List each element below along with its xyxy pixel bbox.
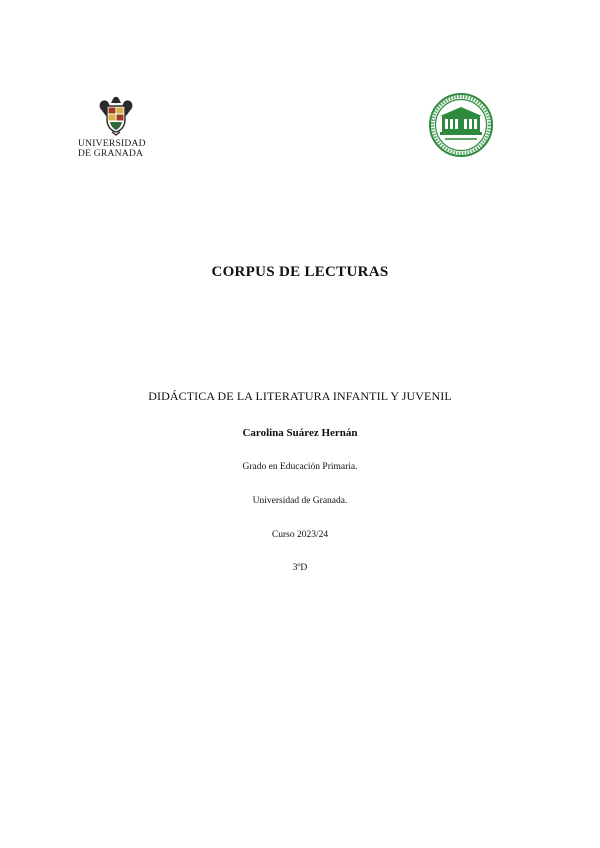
university-logo-text bbox=[78, 139, 154, 159]
document-degree: Grado en Educación Primaria. bbox=[242, 462, 358, 472]
university-logo-line2: DE GRANADA bbox=[78, 148, 144, 159]
university-crest-icon bbox=[96, 94, 136, 136]
faculty-seal-icon bbox=[427, 92, 495, 158]
document-course: Curso 2023/24 bbox=[271, 530, 329, 540]
university-logo bbox=[78, 92, 154, 162]
document-author: Carolina Suárez Hernán bbox=[242, 427, 358, 439]
university-logo-line1: UNIVERSIDAD bbox=[78, 138, 146, 149]
document-title: CORPUS DE LECTURAS bbox=[211, 264, 389, 280]
document-university: Universidad de Granada. bbox=[252, 496, 348, 506]
document-subject: DIDÁCTICA DE LA LITERATURA INFANTIL Y JUVENIL bbox=[148, 389, 452, 403]
document-group: 3ºD bbox=[292, 563, 308, 573]
